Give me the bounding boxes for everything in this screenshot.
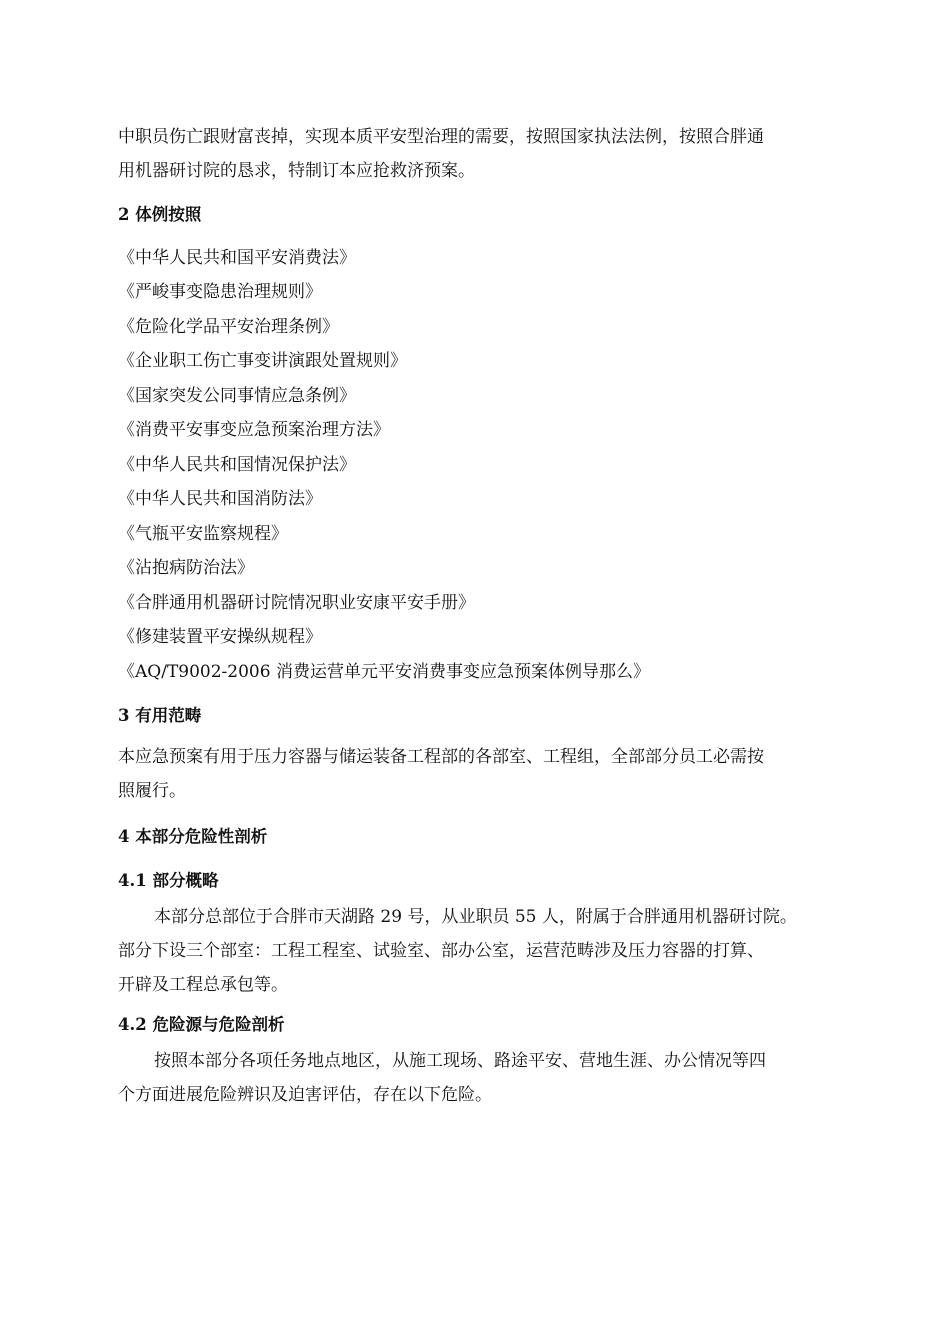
section-4-2-line-2: 个方面进展危险辨识及迫害评估，存在以下危险。 [118, 1085, 492, 1105]
intro-line-2: 用机器研讨院的恳求，特制订本应抢救济预案。 [118, 161, 475, 181]
section-4-1-line-1: 本部分总部位于合胖市天湖路 29 号，从业职员 55 人，附属于合胖通用机器研讨院。 [154, 907, 797, 927]
section-4-2-paragraph [118, 1044, 860, 1112]
reference-item: 《中华人民共和国平安消费法》 [118, 248, 356, 268]
section-4-1-line-2: 部分下设三个部室：工程工程室、试验室、部办公室，运营范畴涉及压力容器的打算、 [118, 941, 764, 961]
reference-item: 《消费平安事变应急预案治理方法》 [118, 420, 390, 440]
section-4-2-line-1: 按照本部分各项任务地点地区，从施工现场、路途平安、营地生涯、办公情况等四 [154, 1051, 766, 1071]
reference-item: 《中华人民共和国消防法》 [118, 489, 322, 509]
section-3-paragraph [118, 740, 860, 808]
intro-paragraph [118, 120, 860, 188]
section-3-line-2: 照履行。 [118, 781, 186, 801]
reference-item: 《危险化学品平安治理条例》 [118, 317, 339, 337]
reference-item: 《AQ/T9002-2006 消费运营单元平安消费事变应急预案体例导那么》 [118, 662, 650, 682]
reference-item: 《沾抱病防治法》 [118, 558, 254, 578]
reference-item: 《企业职工伤亡事变讲演跟处置规则》 [118, 351, 407, 371]
reference-item: 《合胖通用机器研讨院情况职业安康平安手册》 [118, 593, 475, 613]
section-4-1-line-3: 开辟及工程总承包等。 [118, 975, 288, 995]
section-4-1-heading: 4.1 部分概略 [118, 871, 219, 890]
section-4-heading: 4 本部分危险性剖析 [118, 827, 268, 846]
reference-item: 《国家突发公同事情应急条例》 [118, 386, 356, 406]
reference-item: 《修建装置平安操纵规程》 [118, 627, 322, 647]
section-3-line-1: 本应急预案有用于压力容器与储运装备工程部的各部室、工程组，全部部分员工必需按 [118, 747, 764, 767]
section-4-1-paragraph [118, 900, 860, 1002]
reference-item: 《中华人民共和国情况保护法》 [118, 455, 356, 475]
reference-item: 《严峻事变隐患治理规则》 [118, 282, 322, 302]
reference-item: 《气瓶平安监察规程》 [118, 524, 288, 544]
section-2-heading: 2 体例按照 [118, 205, 202, 224]
section-4-2-heading: 4.2 危险源与危险剖析 [118, 1015, 285, 1034]
section-3-heading: 3 有用范畴 [118, 706, 202, 725]
intro-line-1: 中职员伤亡跟财富丧掉，实现本质平安型治理的需要，按照国家执法法例，按照合胖通 [118, 127, 764, 147]
